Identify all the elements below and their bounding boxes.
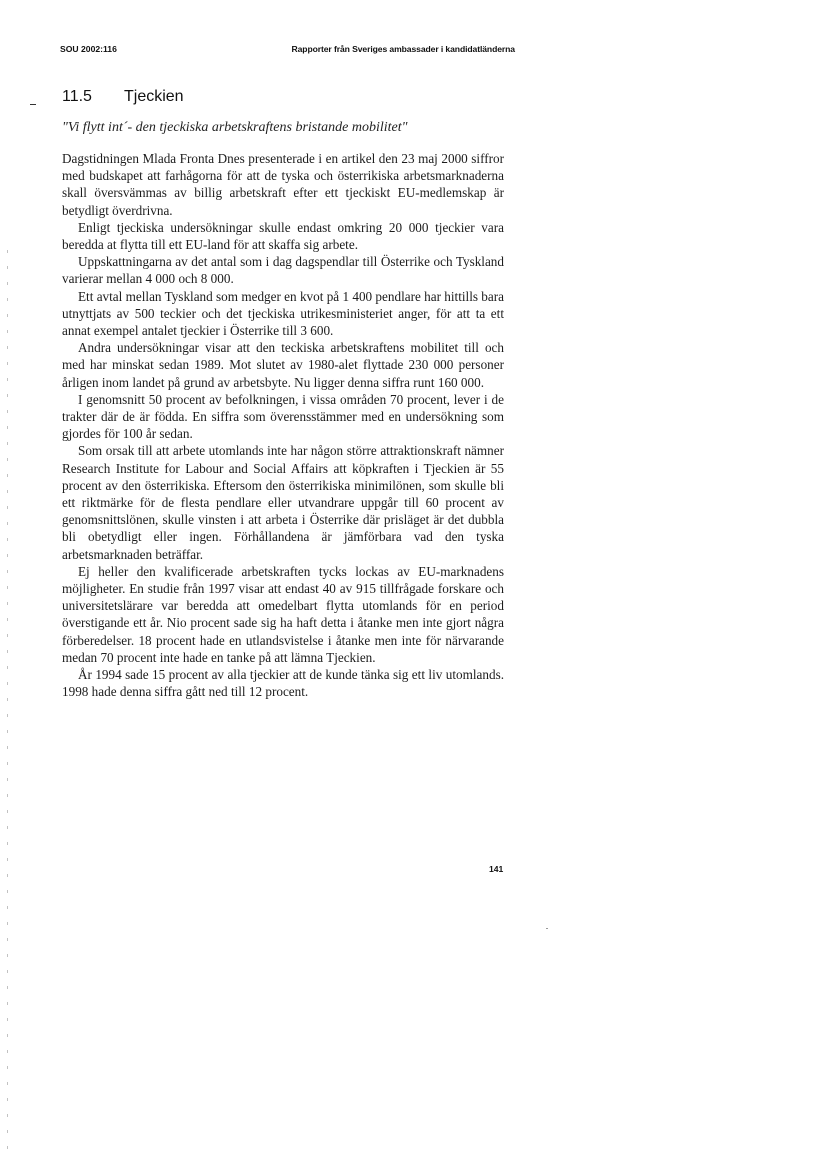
paragraph: Som orsak till att arbete utomlands inte har någon större attraktionskraft nämner Research Institute for Labour and Social Affairs att köpkraften i Tjeckien är 55 procent av den österrikiska. Eftersom den österrikiska minimilönen, som skulle bli ett riktmärke för de flesta pendlare eller utvandrare uppgår till 60 procent av genomsnittslönen, skulle vinsten i att arbeta i Österrike där prisläget är det dubbla bli obetydligt eller ingen. Förhållandena är jämförbara vad den tyska arbetsmarknaden beträffar. xyxy=(62,443,504,562)
paragraph: Andra undersökningar visar att den teckiska arbetskraftens mobilitet till och med har minskat sedan 1989. Mot slutet av 1980-alet flyttade 230 000 personer årligen inom landet på grund av arbetsbyte. Nu ligger denna siffra runt 160 000. xyxy=(62,340,504,390)
section-title: Tjeckien xyxy=(124,88,184,105)
paragraph: I genomsnitt 50 procent av befolkningen, i vissa områden 70 procent, lever i de trakter där de är födda. En siffra som överensstämmer med en undersökning som gjordes för 100 år sedan. xyxy=(62,391,504,442)
section-heading xyxy=(62,88,184,106)
paragraph: Ett avtal mellan Tyskland som medger en kvot på 1 400 pendlare har hittills bara utnyttjats av 500 teckier och det tjeckiska utrikesministeriet anger, för att ta ett annat exempel antalet tjeckier i Österrike till 3 600. xyxy=(62,288,504,339)
paragraph: Ej heller den kvalificerade arbetskraften tycks lockas av EU-marknadens möjligheter. En studie från 1997 visar att endast 40 av 915 tillfrågade forskare och universitetslärare var beredda att omedelbart flytta utomlands för en period överstigande ett år. Nio procent sade sig ha haft detta i åtanke men inte gjort några förberedelser. 18 procent hade en utlandsvistelse i åtanke men inte för närvarande medan 70 procent inte hade en tanke på att lämna Tjeckien. xyxy=(62,563,504,665)
body-text xyxy=(62,150,504,701)
paragraph: Enligt tjeckiska undersökningar skulle endast omkring 20 000 tjeckier vara beredda at flytta till ett EU-land för att skaffa sig arbete. xyxy=(62,219,504,253)
scan-artifact-dot xyxy=(546,928,548,929)
section-number: 11.5 xyxy=(62,88,92,105)
running-header xyxy=(60,44,515,58)
report-id: SOU 2002:116 xyxy=(60,44,117,54)
paragraph: Dagstidningen Mlada Fronta Dnes presenterade i en artikel den 23 maj 2000 siffror med budskapet att farhågorna för att de tyska och österrikiska arbetsmarknaderna skall översvämmas av billig arbetskraft efter ett tjeckiskt EU-medlemskap är betydligt överdrivna. xyxy=(62,151,504,218)
report-title: Rapporter från Sveriges ambassader i kandidatländerna xyxy=(291,44,515,54)
scan-artifact-margin xyxy=(7,250,8,1150)
page-number: 141 xyxy=(489,864,504,874)
paragraph: År 1994 sade 15 procent av alla tjeckier att de kunde tänka sig ett liv utomlands. 1998 hade denna siffra gått ned till 12 procent. xyxy=(62,667,504,700)
section-subtitle: "Vi flytt int´- den tjeckiska arbetskraftens bristande mobilitet" xyxy=(62,120,408,135)
paragraph: Uppskattningarna av det antal som i dag dagspendlar till Österrike och Tyskland varierar mellan 4 000 och 8 000. xyxy=(62,254,504,287)
scan-artifact-dash xyxy=(30,104,36,105)
